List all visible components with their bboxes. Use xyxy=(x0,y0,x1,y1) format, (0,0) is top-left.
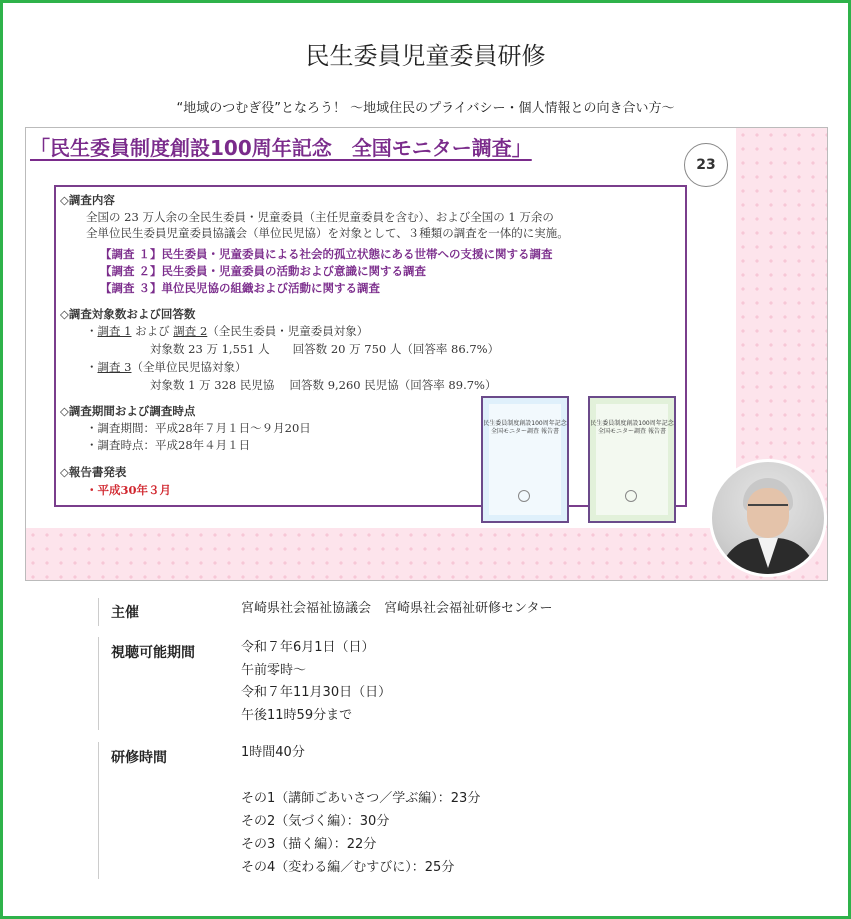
book-title: 民生委員制度創設100周年記念 全国モニター調査 報告書 xyxy=(483,420,567,435)
period-heading: ◇調査期間および調査時点 xyxy=(60,404,196,418)
duration-part: その3（描く編）：22分 xyxy=(241,837,377,852)
duration-part: その2（気づく編）：30分 xyxy=(241,814,390,829)
period-line: 午前零時～ xyxy=(241,662,307,678)
report-date: ・平成30年３月 xyxy=(86,483,172,497)
targets-line: ・調査 3（全単位民児協対象） xyxy=(86,360,247,374)
slide-title: 「民生委員制度創設100周年記念 全国モニター調査」 xyxy=(30,136,532,160)
survey-item-1: 【調査 １】民生委員・児童委員による社会的孤立状態にある世帯への支援に関する調査 xyxy=(100,247,553,261)
dot-pattern-bottom xyxy=(26,528,827,580)
duration-part: その4（変わる編／むすびに）：25分 xyxy=(241,860,455,875)
organizer-value: 宮崎県社会福祉協議会 宮崎県社会福祉研修センター xyxy=(241,601,553,616)
period-line: 令和７年11月30日（日） xyxy=(241,685,392,700)
duration-part: その1（講師ごあいさつ／学ぶ編）：23分 xyxy=(241,791,481,806)
book-seal-icon xyxy=(625,490,637,502)
period-label: 視聴可能期間 xyxy=(111,645,195,661)
book-title: 民生委員制度創設100周年記念 全国モニター調査 報告書 xyxy=(590,420,674,435)
targets-line: ・調査 1 および 調査 2（全民生委員・児童委員対象） xyxy=(86,324,369,338)
survey-content-line: 全単位民生委員児童委員協議会（単位民児協）を対象として、３種類の調査を一体的に実施。 xyxy=(86,226,569,240)
page-subtitle: “地域のつむぎ役”となろう！ ～地域住民のプライバシー・個人情報との向き合い方～ xyxy=(176,101,675,116)
info-row-organizer xyxy=(98,598,553,626)
info-row-period xyxy=(98,637,392,730)
organizer-label: 主催 xyxy=(111,605,139,621)
period-line: 午後11時59分まで xyxy=(241,707,353,723)
period-line: ・調査期間：平成28年７月１日～９月20日 xyxy=(86,421,311,435)
slide-image xyxy=(25,127,828,581)
survey-item-2: 【調査 ２】民生委員・児童委員の活動および意識に関する調査 xyxy=(100,264,427,278)
duration-total: 1時間40分 xyxy=(241,745,305,760)
survey-item-3: 【調査 ３】単位民児協の組織および活動に関する調査 xyxy=(100,281,381,295)
targets-heading: ◇調査対象数および回答数 xyxy=(60,307,196,321)
period-line: ・調査時点：平成28年４月１日 xyxy=(86,438,251,452)
targets-line: 対象数 1 万 328 民児協 回答数 9,260 民児協（回答率 89.7%） xyxy=(150,378,497,392)
book-seal-icon xyxy=(518,490,530,502)
page-title: 民生委員児童委員研修 xyxy=(305,42,546,70)
report-book-green xyxy=(588,396,676,523)
survey-content-heading: ◇調査内容 xyxy=(60,193,115,207)
report-heading: ◇報告書発表 xyxy=(60,465,127,479)
duration-label: 研修時間 xyxy=(111,750,167,766)
period-line: 令和７年6月1日（日） xyxy=(241,640,375,655)
survey-content-line: 全国の 23 万人余の全民生委員・児童委員（主任児童委員を含む）、および全国の 1 万余の xyxy=(86,210,554,224)
info-row-duration xyxy=(98,742,481,879)
targets-line: 対象数 23 万 1,551 人 回答数 20 万 750 人（回答率 86.7%） xyxy=(150,342,500,356)
lecturer-avatar xyxy=(709,459,827,577)
report-book-blue xyxy=(481,396,569,523)
slide-page-number: 23 xyxy=(684,143,728,187)
